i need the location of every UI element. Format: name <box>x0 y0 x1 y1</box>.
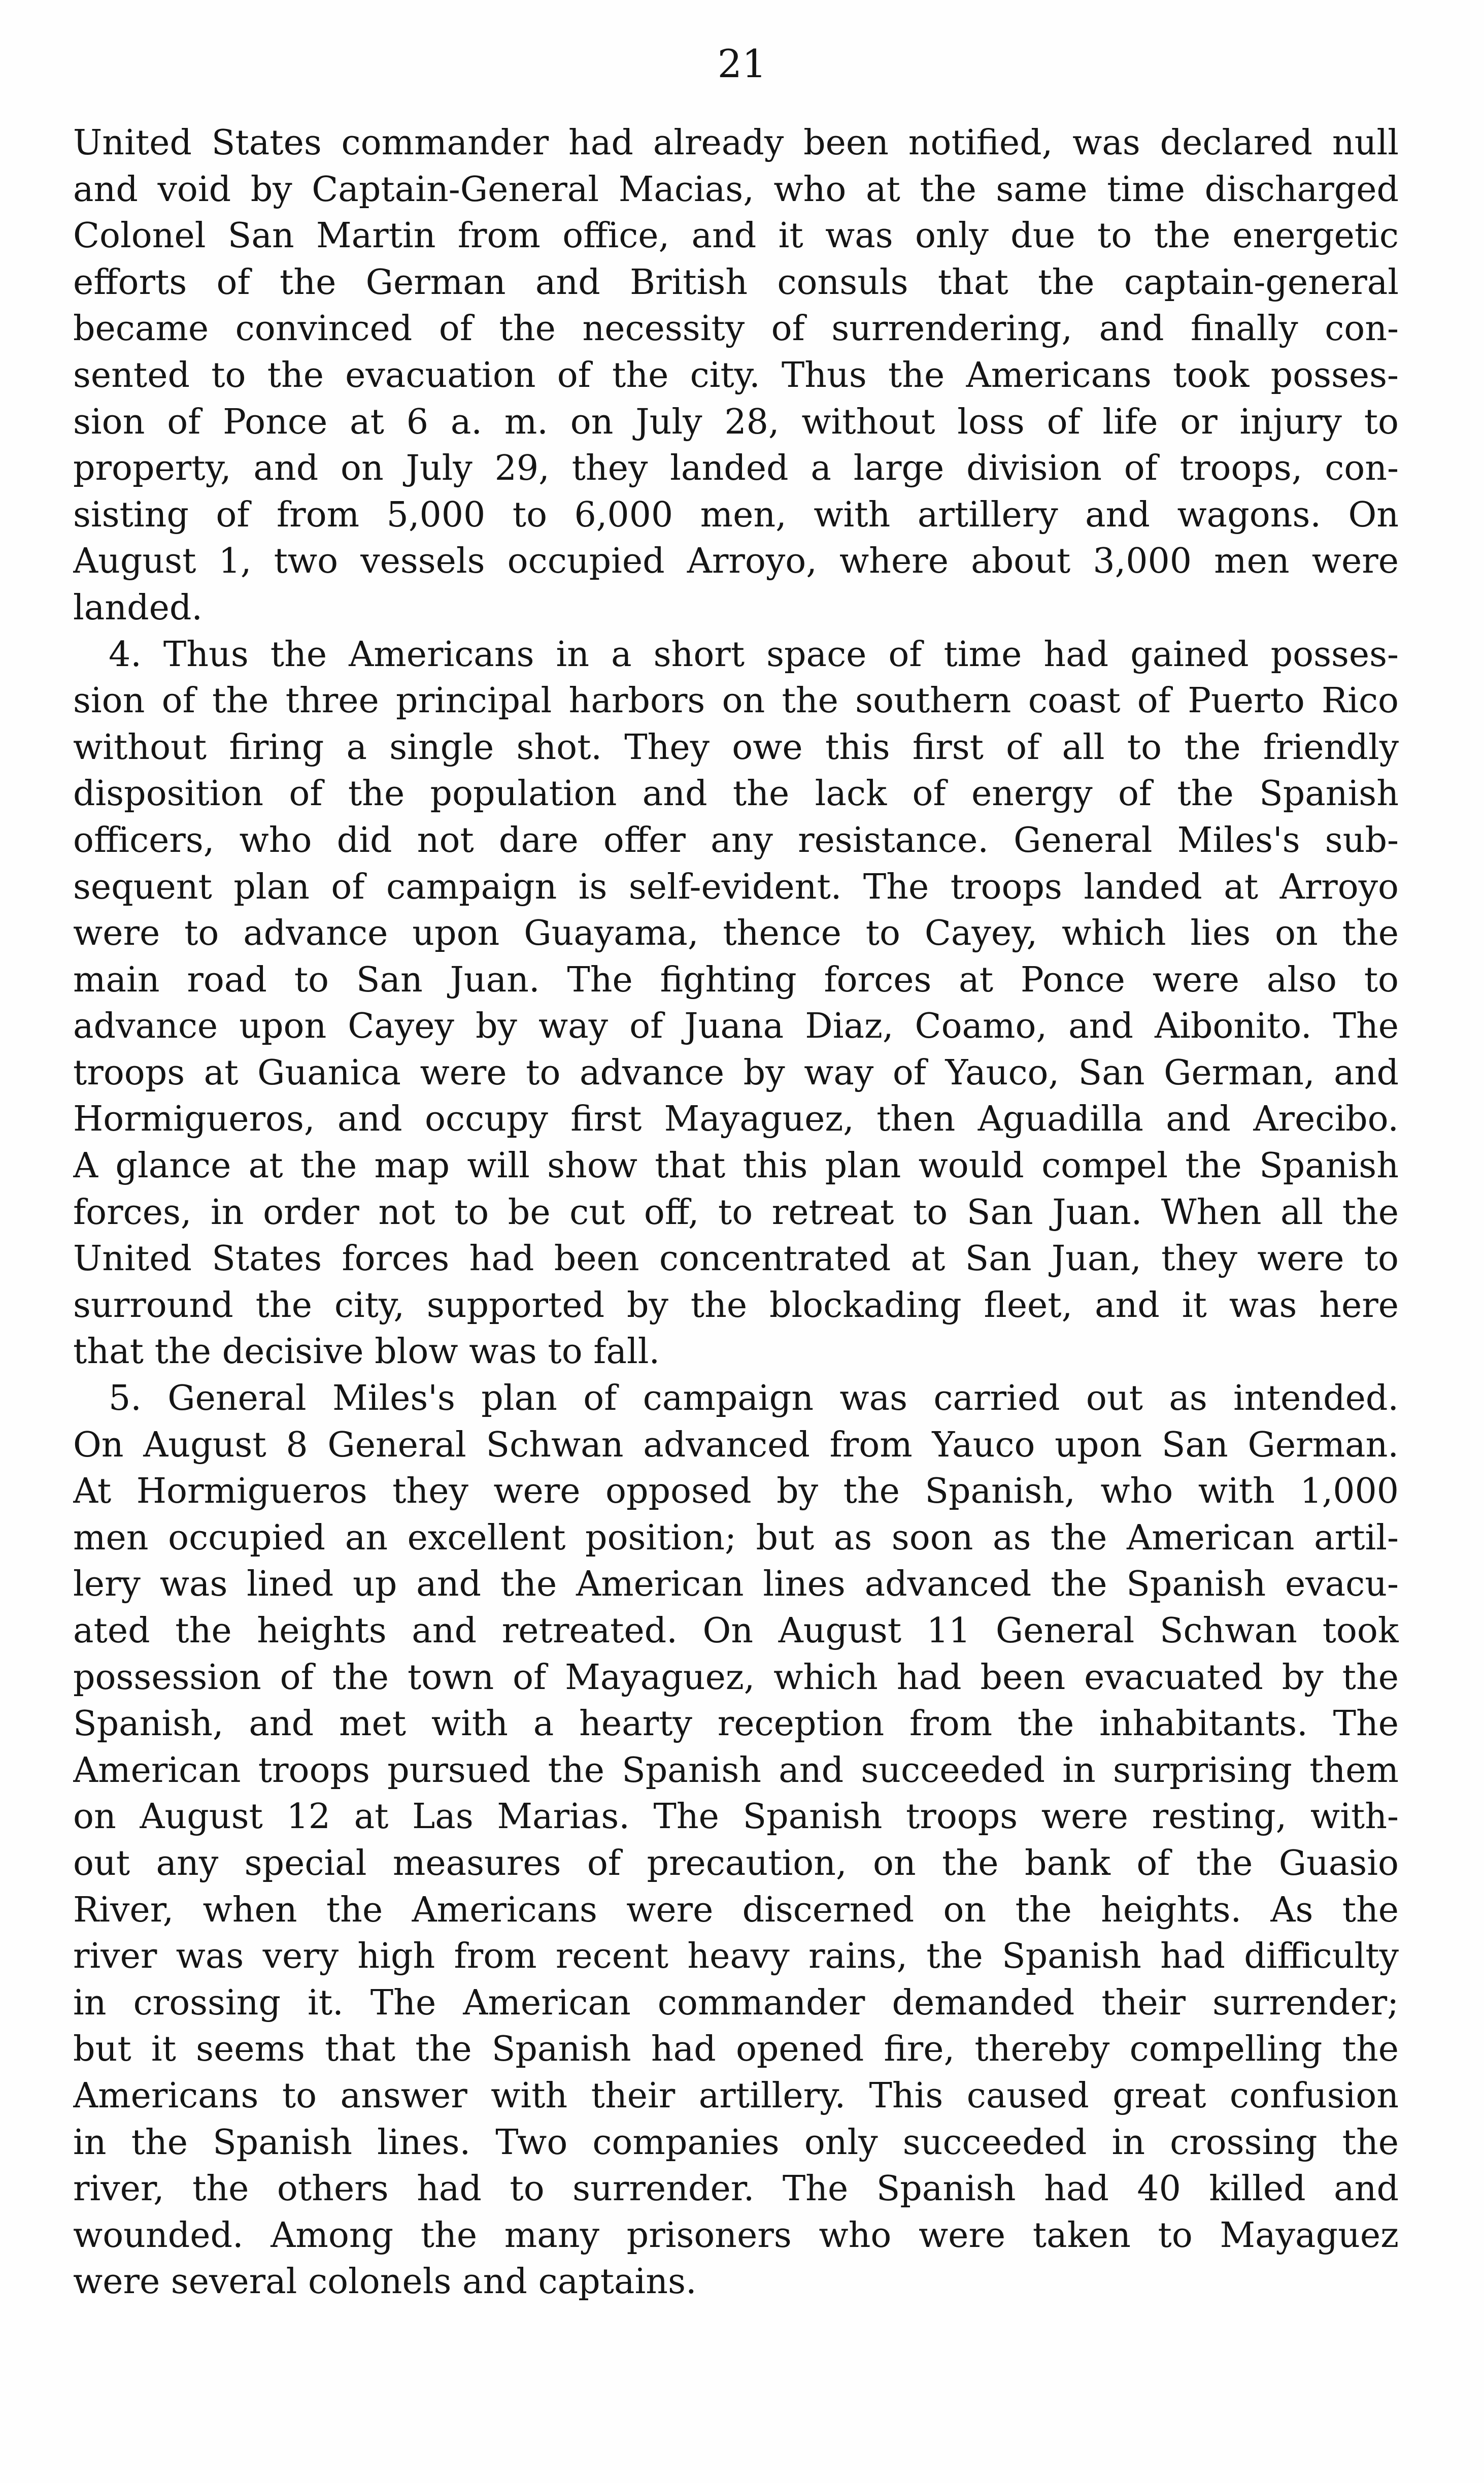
text-line: troops at Guanica were to advance by way of Yauco, San German, and <box>73 1052 1399 1093</box>
text-line: surround the city, supported by the blockading fleet, and it was here <box>73 1285 1399 1326</box>
text-line: efforts of the German and British consuls that the captain-general <box>73 262 1399 303</box>
text-line: became convinced of the necessity of surrendering, and finally con- <box>73 309 1399 349</box>
paragraph-end-line: that the decisive blow was to fall. <box>73 1332 660 1372</box>
text-line: A glance at the map will show that this plan would compel the Spanish <box>73 1146 1399 1186</box>
text-line: sion of Ponce at 6 a. m. on July 28, without loss of life or injury to <box>73 402 1399 442</box>
text-line: wounded. Among the many prisoners who were taken to Mayaguez <box>73 2215 1399 2256</box>
text-line: were to advance upon Guayama, thence to Cayey, which lies on the <box>73 913 1399 954</box>
text-line: Colonel San Martin from office, and it was only due to the energetic <box>73 216 1399 256</box>
page-number: 21 <box>717 41 767 86</box>
text-line: river was very high from recent heavy rains, the Spanish had difficulty <box>73 1936 1399 1977</box>
text-line: men occupied an excellent position; but as soon as the American artil- <box>73 1517 1399 1558</box>
text-line: property, and on July 29, they landed a large division of troops, con- <box>73 448 1399 489</box>
text-line: and void by Captain-General Macias, who at the same time discharged <box>73 169 1399 210</box>
paragraph-5-start: 5. General Miles's plan of campaign was carried out as intended. <box>109 1378 1399 1419</box>
text-line: advance upon Cayey by way of Juana Diaz, Coamo, and Aibonito. The <box>73 1006 1399 1047</box>
text-line: lery was lined up and the American lines advanced the Spanish evacu- <box>73 1564 1399 1605</box>
text-line: officers, who did not dare offer any resistance. General Miles's sub- <box>73 820 1399 860</box>
paragraph-end-line: were several colonels and captains. <box>73 2262 697 2302</box>
text-line: disposition of the population and the lack of energy of the Spanish <box>73 774 1399 814</box>
text-line: but it seems that the Spanish had opened fire, thereby compelling the <box>73 2029 1399 2070</box>
text-line: without firing a single shot. They owe this first of all to the friendly <box>73 727 1399 768</box>
text-line: main road to San Juan. The fighting forces at Ponce were also to <box>73 959 1399 1000</box>
paragraph-4-start: 4. Thus the Americans in a short space of time had gained posses- <box>109 634 1399 675</box>
text-line: United States commander had already been notified, was declared null <box>73 123 1399 163</box>
text-line: sequent plan of campaign is self-evident. The troops landed at Arroyo <box>73 867 1399 907</box>
text-line: out any special measures of precaution, on the bank of the Guasio <box>73 1843 1399 1883</box>
body-text <box>73 120 1399 2305</box>
text-line: American troops pursued the Spanish and succeeded in surprising them <box>73 1750 1399 1791</box>
text-line: possession of the town of Mayaguez, which had been evacuated by the <box>73 1657 1399 1698</box>
text-line: river, the others had to surrender. The Spanish had 40 killed and <box>73 2169 1399 2209</box>
text-line: Spanish, and met with a hearty reception from the inhabitants. The <box>73 1704 1399 1744</box>
text-line: At Hormigueros they were opposed by the Spanish, who with 1,000 <box>73 1471 1399 1512</box>
text-line: United States forces had been concentrated at San Juan, they were to <box>73 1239 1399 1279</box>
text-line: sisting of from 5,000 to 6,000 men, with artillery and wagons. On <box>73 494 1399 535</box>
paragraph-end-line: landed. <box>73 587 203 628</box>
text-line: Hormigueros, and occupy first Mayaguez, then Aguadilla and Arecibo. <box>73 1099 1399 1140</box>
text-line: On August 8 General Schwan advanced from Yauco upon San German. <box>73 1425 1399 1465</box>
text-line: sented to the evacuation of the city. Thus the Americans took posses- <box>73 355 1399 395</box>
text-line: August 1, two vessels occupied Arroyo, where about 3,000 men were <box>73 541 1399 582</box>
text-line: Americans to answer with their artillery. This caused great confusion <box>73 2075 1399 2116</box>
text-line: River, when the Americans were discerned on the heights. As the <box>73 1890 1399 1930</box>
text-line: on August 12 at Las Marias. The Spanish troops were resting, with- <box>73 1797 1399 1837</box>
text-line: in crossing it. The American commander demanded their surrender; <box>73 1982 1399 2023</box>
text-line: forces, in order not to be cut off, to retreat to San Juan. When all the <box>73 1192 1399 1233</box>
text-line: sion of the three principal harbors on the southern coast of Puerto Rico <box>73 681 1399 721</box>
text-line: ated the heights and retreated. On August 11 General Schwan took <box>73 1611 1399 1651</box>
text-line: in the Spanish lines. Two companies only succeeded in crossing the <box>73 2122 1399 2163</box>
